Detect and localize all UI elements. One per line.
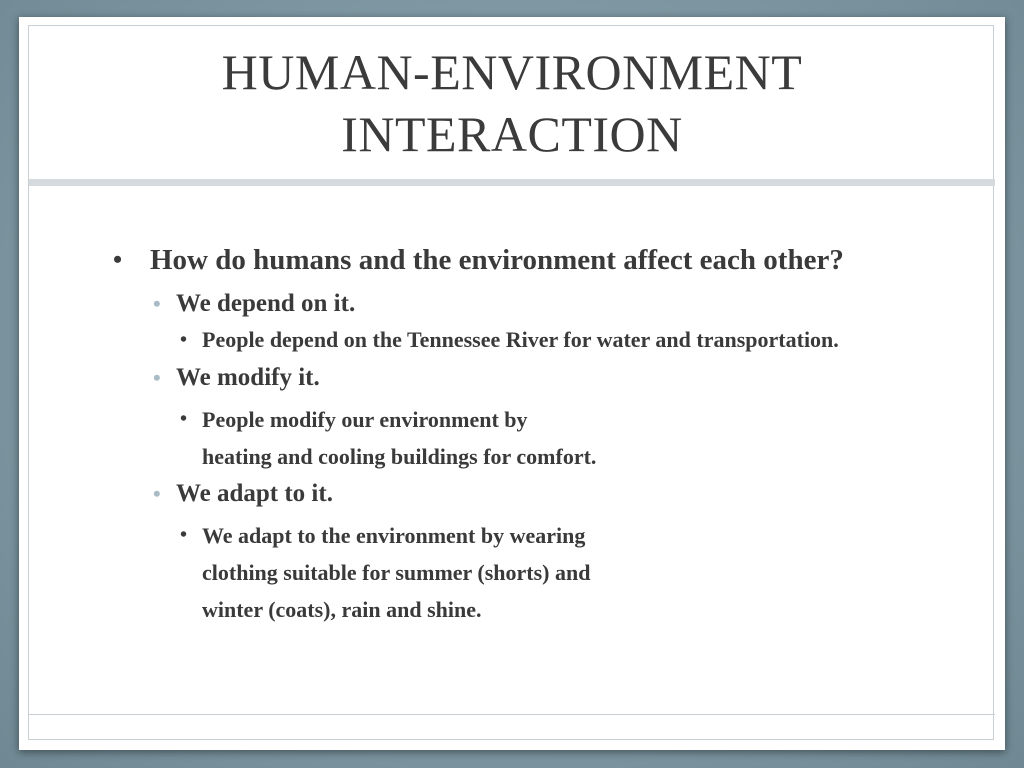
sub-bullet-icon: •: [153, 481, 161, 506]
section-heading: [113, 289, 893, 319]
detail-modify-line-2: heating and cooling buildings for comfort.: [202, 444, 597, 469]
section-heading: [113, 479, 893, 509]
heading-adapt: We adapt to it.: [176, 480, 333, 507]
title-line-1: HUMAN-ENVIRONMENT: [221, 44, 803, 100]
section-detail: [113, 517, 893, 628]
question-text: How do humans and the environment affect each other?: [150, 244, 844, 276]
footer-divider: [29, 714, 995, 715]
bullet-icon: •: [113, 245, 123, 274]
slide-body: [113, 243, 893, 632]
title-line-2: INTERACTION: [341, 106, 683, 162]
section-detail: [113, 327, 893, 353]
title-divider: [29, 179, 995, 186]
detail-adapt-line-2: clothing suitable for summer (shorts) and: [202, 560, 591, 585]
detail-adapt-line-1: We adapt to the environment by wearing: [202, 523, 586, 548]
slide: [19, 17, 1005, 750]
section-heading: [113, 363, 893, 393]
bullet-icon: •: [180, 524, 188, 546]
main-question: [113, 243, 893, 277]
detail-depend-line-1: People depend on the Tennessee River for water and transportation.: [202, 327, 839, 352]
detail-modify-line-1: People modify our environment by: [202, 407, 528, 432]
bullet-icon: •: [180, 408, 188, 430]
bullet-icon: •: [180, 329, 188, 351]
detail-adapt-line-3: winter (coats), rain and shine.: [202, 597, 482, 622]
heading-depend: We depend on it.: [176, 290, 356, 317]
section-detail: [113, 401, 893, 475]
sub-bullet-icon: •: [153, 291, 161, 316]
slide-title: [29, 41, 995, 165]
heading-modify: We modify it.: [176, 364, 320, 391]
sub-bullet-icon: •: [153, 365, 161, 390]
